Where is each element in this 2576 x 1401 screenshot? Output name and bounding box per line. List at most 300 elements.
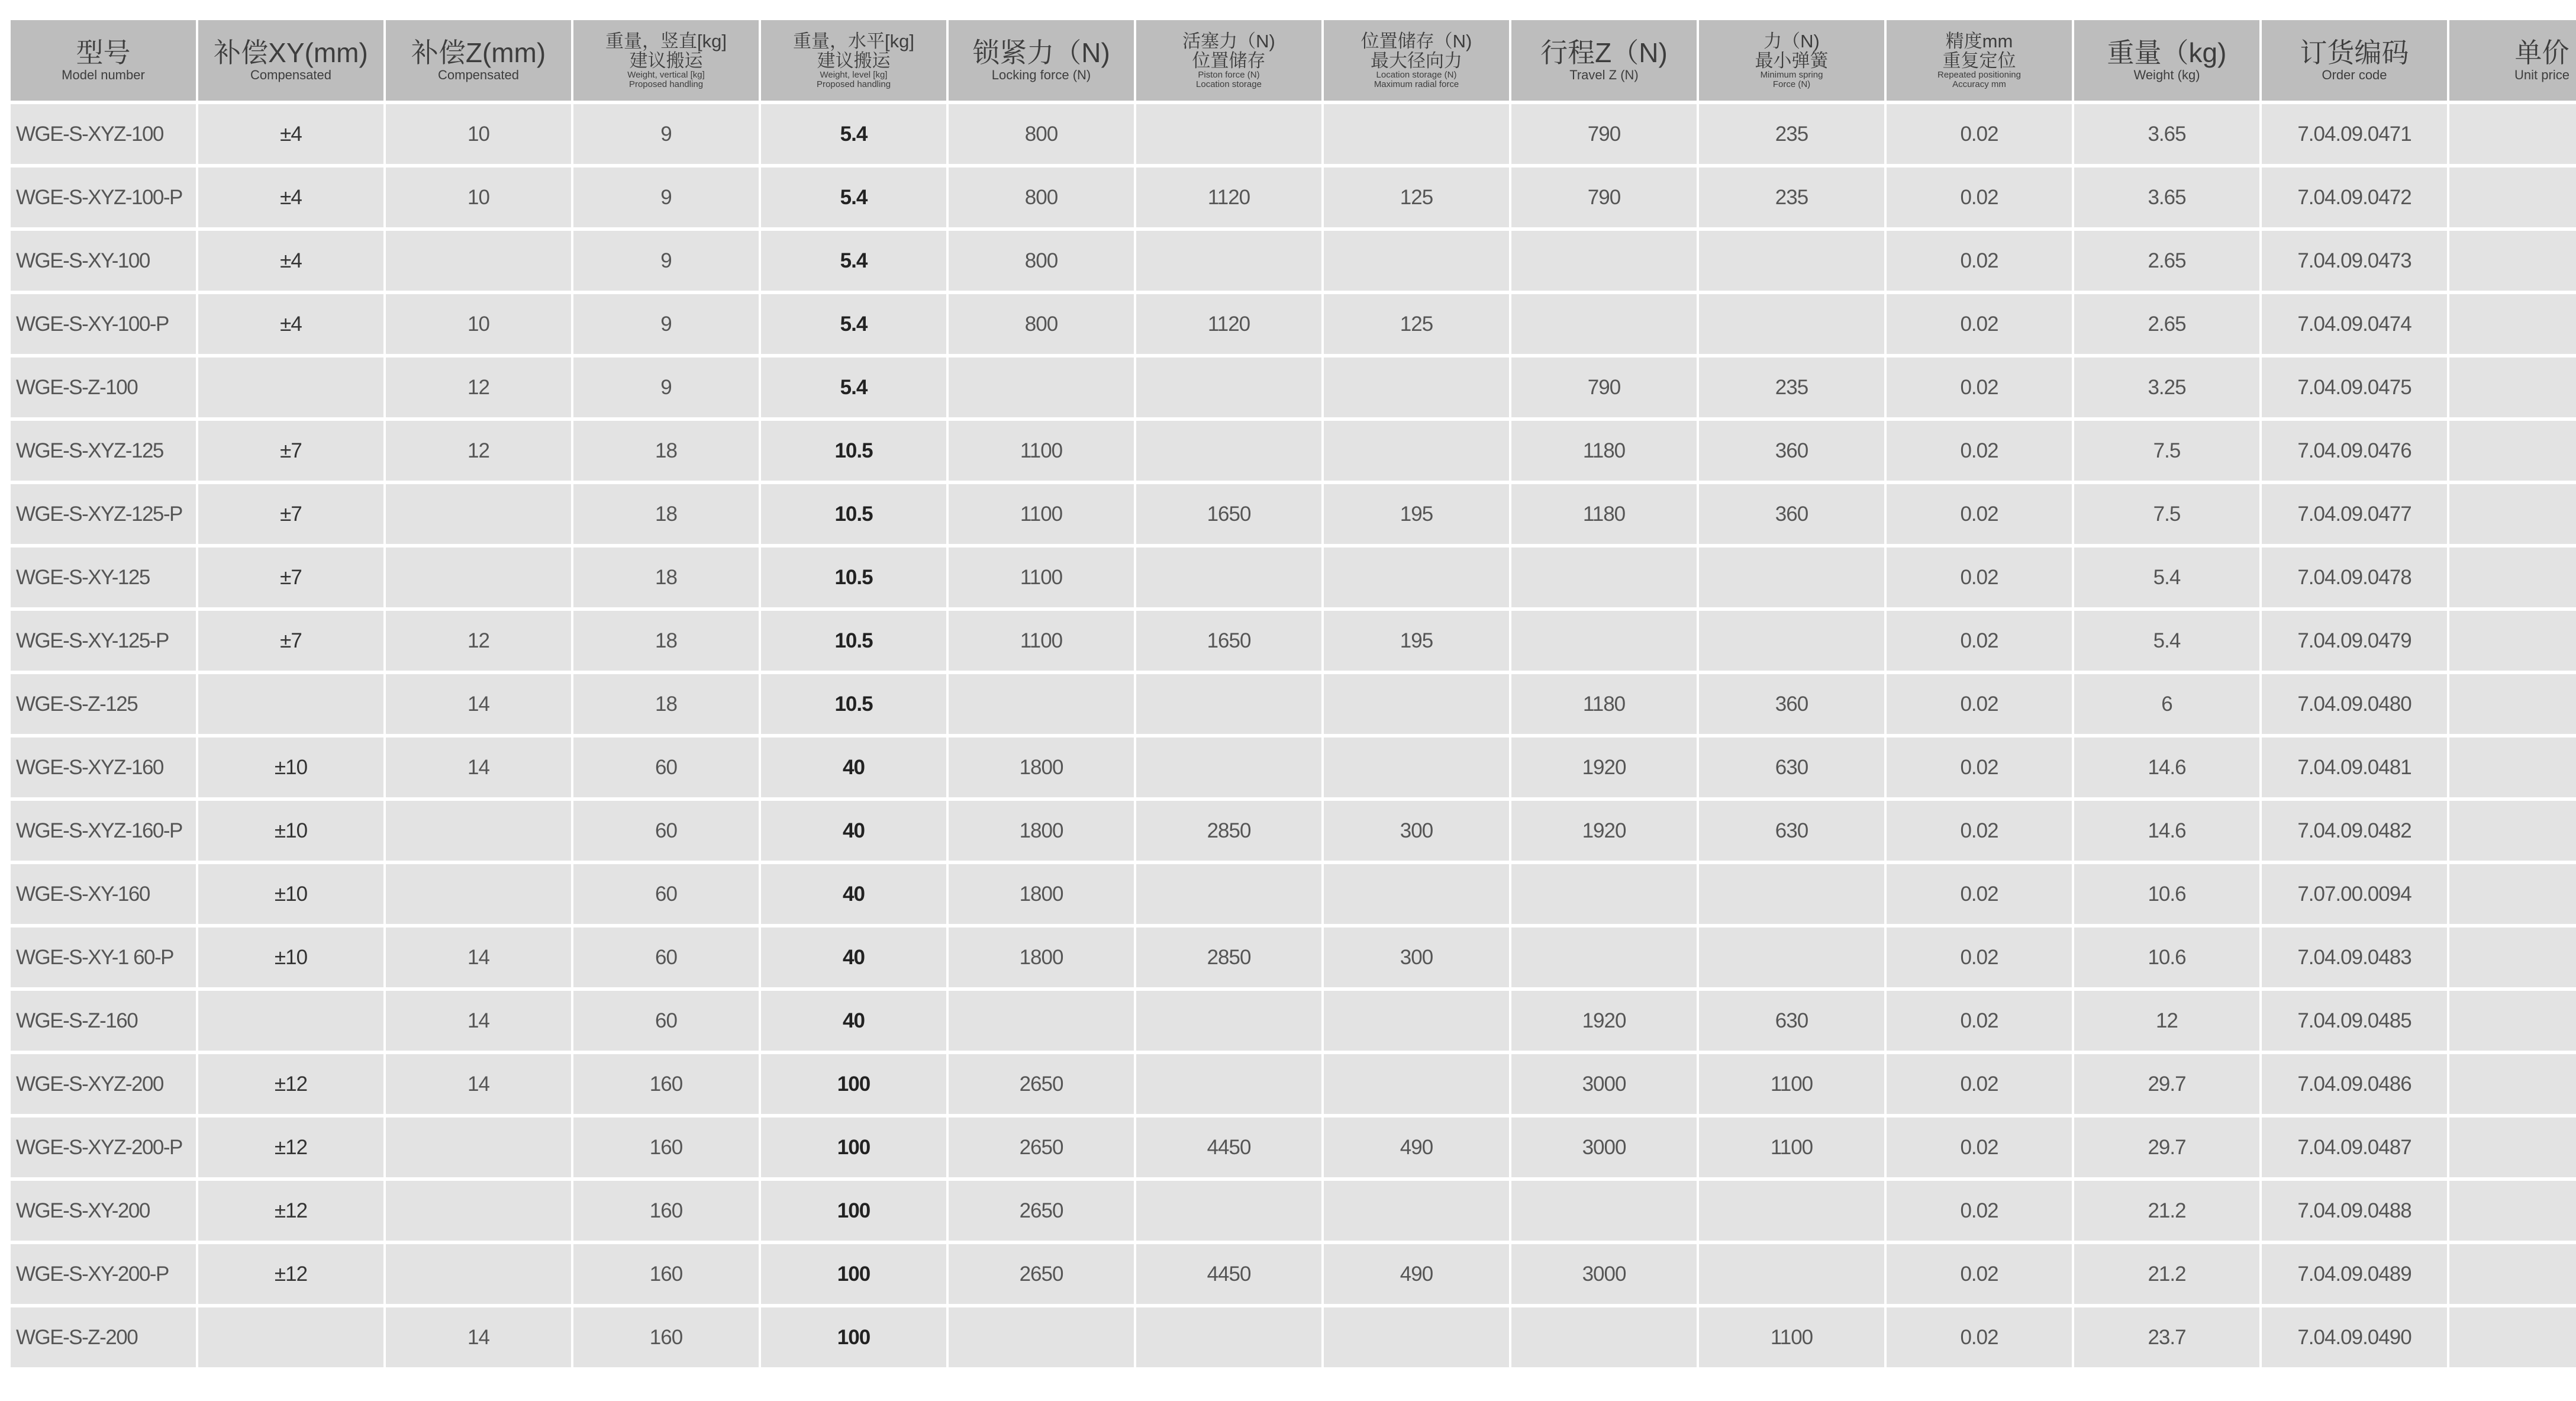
cell-model: WGE-S-XY-160 xyxy=(11,864,196,924)
cell-weight-level: 10.5 xyxy=(761,547,946,607)
cell-piston-force: 2850 xyxy=(1136,801,1321,861)
cell-weight: 5.4 xyxy=(2074,611,2259,671)
cell-weight: 3.65 xyxy=(2074,104,2259,164)
table-row xyxy=(11,674,2576,734)
cell-model: WGE-S-Z-125 xyxy=(11,674,196,734)
cell-piston-force: 4450 xyxy=(1136,1244,1321,1304)
column-header-locking-force-en: Locking force (N) xyxy=(991,67,1091,82)
cell-piston-force xyxy=(1136,1181,1321,1241)
cell-compensated-xy: ±7 xyxy=(198,421,383,481)
cell-compensated-z: 14 xyxy=(386,927,571,987)
cell-compensated-z: 14 xyxy=(386,674,571,734)
cell-weight-level: 5.4 xyxy=(761,358,946,417)
cell-locking-force: 2650 xyxy=(949,1181,1134,1241)
column-header-compensated-z-zh: 补偿Z(mm) xyxy=(411,37,546,68)
cell-model: WGE-S-XYZ-125-P xyxy=(11,484,196,544)
column-header-piston-force-zh1: 活塞力（N) xyxy=(1182,31,1275,51)
cell-weight-vertical: 60 xyxy=(573,864,759,924)
cell-model: WGE-S-Z-200 xyxy=(11,1307,196,1367)
cell-compensated-z: 12 xyxy=(386,611,571,671)
cell-order-code: 7.04.09.0488 xyxy=(2262,1181,2447,1241)
column-header-weight-level-en1: Weight, level [kg] xyxy=(820,70,888,80)
cell-weight: 5.4 xyxy=(2074,547,2259,607)
cell-compensated-z xyxy=(386,231,571,291)
cell-positioning-accuracy: 0.02 xyxy=(1887,421,2072,481)
table-row xyxy=(11,547,2576,607)
column-header-weight-en: Weight (kg) xyxy=(2133,67,2200,82)
cell-compensated-z xyxy=(386,1244,571,1304)
column-header-locking-force xyxy=(949,20,1134,101)
table-row xyxy=(11,1181,2576,1241)
cell-weight-vertical: 9 xyxy=(573,104,759,164)
cell-travel-z: 790 xyxy=(1511,168,1697,227)
cell-positioning-accuracy: 0.02 xyxy=(1887,358,2072,417)
cell-unit-price xyxy=(2449,864,2576,924)
cell-min-spring-force xyxy=(1699,294,1884,354)
cell-positioning-accuracy: 0.02 xyxy=(1887,231,2072,291)
cell-location-storage xyxy=(1324,1307,1509,1367)
cell-locking-force: 800 xyxy=(949,294,1134,354)
cell-travel-z: 1920 xyxy=(1511,801,1697,861)
cell-unit-price xyxy=(2449,547,2576,607)
cell-locking-force xyxy=(949,674,1134,734)
cell-weight-vertical: 18 xyxy=(573,611,759,671)
cell-model: WGE-S-XY-100 xyxy=(11,231,196,291)
table-row xyxy=(11,294,2576,354)
column-header-travel-z-en: Travel Z (N) xyxy=(1569,67,1639,82)
cell-positioning-accuracy: 0.02 xyxy=(1887,801,2072,861)
column-header-unit-price-en: Unit price xyxy=(2514,67,2569,82)
cell-piston-force: 4450 xyxy=(1136,1117,1321,1177)
cell-travel-z: 1180 xyxy=(1511,674,1697,734)
column-header-compensated-xy xyxy=(198,20,383,101)
cell-piston-force xyxy=(1136,674,1321,734)
column-header-location-storage-en1: Location storage (N) xyxy=(1376,70,1457,80)
cell-order-code: 7.04.09.0489 xyxy=(2262,1244,2447,1304)
cell-weight-level: 100 xyxy=(761,1244,946,1304)
table-row xyxy=(11,1244,2576,1304)
cell-min-spring-force: 1100 xyxy=(1699,1307,1884,1367)
table-body xyxy=(11,104,2576,1367)
column-header-weight-level-en2: Proposed handling xyxy=(816,79,891,89)
cell-travel-z xyxy=(1511,864,1697,924)
cell-order-code: 7.04.09.0481 xyxy=(2262,737,2447,797)
cell-compensated-z xyxy=(386,801,571,861)
cell-positioning-accuracy: 0.02 xyxy=(1887,104,2072,164)
table-row xyxy=(11,484,2576,544)
cell-piston-force xyxy=(1136,104,1321,164)
column-header-location-storage-zh1: 位置储存（N) xyxy=(1360,31,1472,51)
cell-compensated-xy: ±4 xyxy=(198,168,383,227)
cell-positioning-accuracy: 0.02 xyxy=(1887,1307,2072,1367)
cell-piston-force xyxy=(1136,358,1321,417)
cell-piston-force xyxy=(1136,991,1321,1051)
column-header-weight-level-zh1: 重量，水平[kg] xyxy=(793,31,914,51)
cell-weight-vertical: 9 xyxy=(573,168,759,227)
table-row xyxy=(11,358,2576,417)
cell-compensated-xy xyxy=(198,358,383,417)
table-row xyxy=(11,864,2576,924)
cell-weight-vertical: 9 xyxy=(573,231,759,291)
cell-min-spring-force xyxy=(1699,1244,1884,1304)
cell-unit-price xyxy=(2449,168,2576,227)
cell-weight-vertical: 18 xyxy=(573,484,759,544)
cell-compensated-z xyxy=(386,547,571,607)
cell-compensated-xy xyxy=(198,991,383,1051)
cell-unit-price xyxy=(2449,421,2576,481)
cell-compensated-xy: ±10 xyxy=(198,864,383,924)
cell-model: WGE-S-XY-100-P xyxy=(11,294,196,354)
cell-travel-z: 1920 xyxy=(1511,737,1697,797)
column-header-min-spring-force-zh1: 力（N) xyxy=(1763,31,1820,51)
column-header-travel-z xyxy=(1511,20,1697,101)
cell-positioning-accuracy: 0.02 xyxy=(1887,991,2072,1051)
cell-order-code: 7.07.00.0094 xyxy=(2262,864,2447,924)
cell-travel-z: 3000 xyxy=(1511,1054,1697,1114)
cell-min-spring-force: 235 xyxy=(1699,358,1884,417)
cell-weight: 7.5 xyxy=(2074,421,2259,481)
cell-unit-price xyxy=(2449,801,2576,861)
cell-weight-level: 5.4 xyxy=(761,231,946,291)
cell-location-storage xyxy=(1324,991,1509,1051)
cell-weight-vertical: 160 xyxy=(573,1244,759,1304)
cell-piston-force xyxy=(1136,421,1321,481)
cell-travel-z: 790 xyxy=(1511,358,1697,417)
cell-order-code: 7.04.09.0482 xyxy=(2262,801,2447,861)
cell-unit-price xyxy=(2449,358,2576,417)
cell-compensated-z xyxy=(386,484,571,544)
cell-location-storage xyxy=(1324,674,1509,734)
cell-weight-vertical: 60 xyxy=(573,927,759,987)
cell-weight: 3.65 xyxy=(2074,168,2259,227)
cell-order-code: 7.04.09.0486 xyxy=(2262,1054,2447,1114)
cell-unit-price xyxy=(2449,1307,2576,1367)
column-header-positioning-accuracy xyxy=(1887,20,2072,101)
column-header-weight-level xyxy=(761,20,946,101)
column-header-compensated-xy-en: Compensated xyxy=(250,67,331,82)
column-header-min-spring-force-en1: Minimum spring xyxy=(1760,70,1823,80)
cell-weight: 21.2 xyxy=(2074,1244,2259,1304)
column-header-compensated-xy-zh: 补偿XY(mm) xyxy=(214,37,368,68)
cell-model: WGE-S-XY-200 xyxy=(11,1181,196,1241)
cell-locking-force xyxy=(949,358,1134,417)
column-header-weight-vertical xyxy=(573,20,759,101)
cell-order-code: 7.04.09.0474 xyxy=(2262,294,2447,354)
cell-weight-level: 100 xyxy=(761,1117,946,1177)
cell-min-spring-force xyxy=(1699,864,1884,924)
cell-positioning-accuracy: 0.02 xyxy=(1887,611,2072,671)
column-header-weight-vertical-zh1: 重量，竖直[kg] xyxy=(605,31,727,51)
cell-locking-force: 1800 xyxy=(949,737,1134,797)
cell-compensated-z: 14 xyxy=(386,1307,571,1367)
cell-weight: 14.6 xyxy=(2074,737,2259,797)
cell-unit-price xyxy=(2449,1181,2576,1241)
column-header-weight-level-zh2: 建议搬运 xyxy=(817,50,891,71)
cell-order-code: 7.04.09.0478 xyxy=(2262,547,2447,607)
cell-weight-level: 40 xyxy=(761,927,946,987)
column-header-weight-vertical-zh2: 建议搬运 xyxy=(629,50,703,71)
cell-locking-force: 800 xyxy=(949,168,1134,227)
cell-order-code: 7.04.09.0487 xyxy=(2262,1117,2447,1177)
cell-location-storage: 195 xyxy=(1324,484,1509,544)
column-header-weight-zh: 重量（kg) xyxy=(2107,37,2227,68)
cell-compensated-xy: ±10 xyxy=(198,927,383,987)
cell-piston-force: 1120 xyxy=(1136,168,1321,227)
column-header-compensated-z-en: Compensated xyxy=(438,67,519,82)
cell-weight: 3.25 xyxy=(2074,358,2259,417)
cell-positioning-accuracy: 0.02 xyxy=(1887,1244,2072,1304)
cell-model: WGE-S-Z-100 xyxy=(11,358,196,417)
cell-piston-force: 1650 xyxy=(1136,611,1321,671)
cell-locking-force: 800 xyxy=(949,231,1134,291)
cell-model: WGE-S-XYZ-200 xyxy=(11,1054,196,1114)
cell-piston-force: 1120 xyxy=(1136,294,1321,354)
column-header-min-spring-force xyxy=(1699,20,1884,101)
cell-min-spring-force: 360 xyxy=(1699,674,1884,734)
cell-unit-price xyxy=(2449,294,2576,354)
column-header-min-spring-force-en2: Force (N) xyxy=(1772,79,1811,89)
column-header-model-zh: 型号 xyxy=(76,37,131,68)
cell-order-code: 7.04.09.0475 xyxy=(2262,358,2447,417)
cell-location-storage xyxy=(1324,547,1509,607)
table-row xyxy=(11,737,2576,797)
table-row xyxy=(11,801,2576,861)
cell-compensated-xy: ±7 xyxy=(198,611,383,671)
cell-weight-level: 40 xyxy=(761,864,946,924)
cell-piston-force xyxy=(1136,737,1321,797)
cell-min-spring-force xyxy=(1699,611,1884,671)
cell-compensated-xy: ±4 xyxy=(198,294,383,354)
cell-order-code: 7.04.09.0476 xyxy=(2262,421,2447,481)
cell-weight: 10.6 xyxy=(2074,927,2259,987)
cell-positioning-accuracy: 0.02 xyxy=(1887,1054,2072,1114)
cell-compensated-xy xyxy=(198,1307,383,1367)
table-header xyxy=(11,20,2576,101)
cell-compensated-z: 14 xyxy=(386,1054,571,1114)
cell-weight-vertical: 9 xyxy=(573,294,759,354)
cell-travel-z xyxy=(1511,547,1697,607)
cell-piston-force xyxy=(1136,1307,1321,1367)
cell-compensated-z xyxy=(386,1117,571,1177)
column-header-unit-price-zh: 单价 xyxy=(2514,37,2569,68)
cell-positioning-accuracy: 0.02 xyxy=(1887,1181,2072,1241)
cell-model: WGE-S-Z-160 xyxy=(11,991,196,1051)
cell-location-storage: 300 xyxy=(1324,801,1509,861)
cell-weight-vertical: 60 xyxy=(573,991,759,1051)
cell-min-spring-force: 1100 xyxy=(1699,1054,1884,1114)
cell-location-storage xyxy=(1324,1054,1509,1114)
cell-location-storage: 490 xyxy=(1324,1244,1509,1304)
cell-compensated-z: 10 xyxy=(386,168,571,227)
cell-travel-z xyxy=(1511,1307,1697,1367)
cell-travel-z: 790 xyxy=(1511,104,1697,164)
cell-weight: 10.6 xyxy=(2074,864,2259,924)
column-header-positioning-accuracy-en2: Accuracy mm xyxy=(1952,79,2006,89)
cell-weight: 2.65 xyxy=(2074,294,2259,354)
cell-compensated-z: 12 xyxy=(386,421,571,481)
cell-weight: 12 xyxy=(2074,991,2259,1051)
column-header-model-en: Model number xyxy=(62,67,145,82)
cell-order-code: 7.04.09.0477 xyxy=(2262,484,2447,544)
cell-unit-price xyxy=(2449,484,2576,544)
cell-weight: 7.5 xyxy=(2074,484,2259,544)
cell-travel-z: 1920 xyxy=(1511,991,1697,1051)
cell-unit-price xyxy=(2449,927,2576,987)
cell-unit-price xyxy=(2449,231,2576,291)
cell-model: WGE-S-XYZ-160 xyxy=(11,737,196,797)
column-header-compensated-z xyxy=(386,20,571,101)
cell-piston-force xyxy=(1136,1054,1321,1114)
cell-location-storage xyxy=(1324,1181,1509,1241)
column-header-order-code xyxy=(2262,20,2447,101)
cell-order-code: 7.04.09.0473 xyxy=(2262,231,2447,291)
cell-weight-vertical: 160 xyxy=(573,1117,759,1177)
cell-model: WGE-S-XY-125-P xyxy=(11,611,196,671)
cell-weight-vertical: 160 xyxy=(573,1054,759,1114)
column-header-locking-force-zh: 锁紧力（N) xyxy=(972,37,1110,68)
column-header-piston-force-en1: Piston force (N) xyxy=(1198,70,1260,80)
table-row xyxy=(11,611,2576,671)
cell-travel-z xyxy=(1511,611,1697,671)
column-header-order-code-zh: 订货编码 xyxy=(2300,37,2409,68)
cell-locking-force xyxy=(949,991,1134,1051)
column-header-location-storage-zh2: 最大径向力 xyxy=(1371,50,1462,71)
cell-positioning-accuracy: 0.02 xyxy=(1887,294,2072,354)
cell-travel-z: 3000 xyxy=(1511,1117,1697,1177)
cell-weight-level: 100 xyxy=(761,1181,946,1241)
cell-weight-level: 5.4 xyxy=(761,294,946,354)
cell-locking-force: 1800 xyxy=(949,927,1134,987)
cell-location-storage: 125 xyxy=(1324,294,1509,354)
cell-location-storage: 195 xyxy=(1324,611,1509,671)
cell-weight-vertical: 60 xyxy=(573,801,759,861)
cell-unit-price xyxy=(2449,1054,2576,1114)
cell-location-storage xyxy=(1324,737,1509,797)
cell-locking-force: 800 xyxy=(949,104,1134,164)
cell-travel-z xyxy=(1511,294,1697,354)
cell-compensated-xy: ±4 xyxy=(198,231,383,291)
cell-location-storage xyxy=(1324,864,1509,924)
table-row xyxy=(11,421,2576,481)
cell-weight-vertical: 9 xyxy=(573,358,759,417)
column-header-piston-force xyxy=(1136,20,1321,101)
cell-compensated-xy xyxy=(198,674,383,734)
cell-compensated-z: 10 xyxy=(386,104,571,164)
cell-weight-level: 10.5 xyxy=(761,484,946,544)
cell-unit-price xyxy=(2449,991,2576,1051)
cell-weight-vertical: 160 xyxy=(573,1181,759,1241)
cell-piston-force xyxy=(1136,864,1321,924)
cell-model: WGE-S-XY-200-P xyxy=(11,1244,196,1304)
cell-compensated-z: 14 xyxy=(386,737,571,797)
column-header-piston-force-en2: Location storage xyxy=(1196,79,1262,89)
cell-unit-price xyxy=(2449,674,2576,734)
cell-order-code: 7.04.09.0479 xyxy=(2262,611,2447,671)
cell-order-code: 7.04.09.0483 xyxy=(2262,927,2447,987)
cell-min-spring-force xyxy=(1699,927,1884,987)
cell-location-storage xyxy=(1324,104,1509,164)
cell-compensated-xy: ±12 xyxy=(198,1244,383,1304)
cell-min-spring-force xyxy=(1699,547,1884,607)
column-header-model xyxy=(11,20,196,101)
cell-order-code: 7.04.09.0471 xyxy=(2262,104,2447,164)
column-header-location-storage-en2: Maximum radial force xyxy=(1374,79,1459,89)
cell-positioning-accuracy: 0.02 xyxy=(1887,674,2072,734)
cell-model: WGE-S-XYZ-160-P xyxy=(11,801,196,861)
cell-unit-price xyxy=(2449,1244,2576,1304)
cell-weight: 29.7 xyxy=(2074,1054,2259,1114)
cell-order-code: 7.04.09.0485 xyxy=(2262,991,2447,1051)
column-header-positioning-accuracy-en1: Repeated positioning xyxy=(1937,70,2021,80)
cell-locking-force xyxy=(949,1307,1134,1367)
cell-compensated-z: 10 xyxy=(386,294,571,354)
cell-min-spring-force xyxy=(1699,1181,1884,1241)
cell-travel-z xyxy=(1511,231,1697,291)
cell-locking-force: 2650 xyxy=(949,1117,1134,1177)
cell-order-code: 7.04.09.0490 xyxy=(2262,1307,2447,1367)
cell-compensated-xy: ±7 xyxy=(198,547,383,607)
cell-piston-force: 2850 xyxy=(1136,927,1321,987)
cell-model: WGE-S-XYZ-100-P xyxy=(11,168,196,227)
table-row xyxy=(11,1117,2576,1177)
column-header-location-storage xyxy=(1324,20,1509,101)
cell-weight-level: 100 xyxy=(761,1054,946,1114)
cell-model: WGE-S-XYZ-100 xyxy=(11,104,196,164)
column-header-unit-price xyxy=(2449,20,2576,101)
cell-locking-force: 2650 xyxy=(949,1054,1134,1114)
cell-compensated-xy: ±12 xyxy=(198,1054,383,1114)
cell-unit-price xyxy=(2449,737,2576,797)
cell-piston-force: 1650 xyxy=(1136,484,1321,544)
cell-positioning-accuracy: 0.02 xyxy=(1887,484,2072,544)
cell-location-storage: 125 xyxy=(1324,168,1509,227)
cell-location-storage: 300 xyxy=(1324,927,1509,987)
cell-travel-z xyxy=(1511,927,1697,987)
cell-locking-force: 1800 xyxy=(949,864,1134,924)
cell-unit-price xyxy=(2449,1117,2576,1177)
spec-table xyxy=(8,17,2576,1371)
cell-compensated-z xyxy=(386,1181,571,1241)
column-header-order-code-en: Order code xyxy=(2322,67,2387,82)
table-row xyxy=(11,991,2576,1051)
cell-model: WGE-S-XY-1 60-P xyxy=(11,927,196,987)
column-header-weight xyxy=(2074,20,2259,101)
cell-positioning-accuracy: 0.02 xyxy=(1887,927,2072,987)
cell-order-code: 7.04.09.0472 xyxy=(2262,168,2447,227)
cell-weight: 2.65 xyxy=(2074,231,2259,291)
cell-locking-force: 1100 xyxy=(949,484,1134,544)
cell-compensated-z: 12 xyxy=(386,358,571,417)
cell-weight: 6 xyxy=(2074,674,2259,734)
cell-order-code: 7.04.09.0480 xyxy=(2262,674,2447,734)
cell-weight-level: 40 xyxy=(761,801,946,861)
cell-positioning-accuracy: 0.02 xyxy=(1887,864,2072,924)
cell-weight-level: 5.4 xyxy=(761,104,946,164)
cell-min-spring-force: 360 xyxy=(1699,484,1884,544)
cell-model: WGE-S-XYZ-125 xyxy=(11,421,196,481)
cell-weight-level: 5.4 xyxy=(761,168,946,227)
cell-compensated-z xyxy=(386,864,571,924)
cell-unit-price xyxy=(2449,611,2576,671)
table-row xyxy=(11,927,2576,987)
cell-compensated-xy: ±7 xyxy=(198,484,383,544)
table-row xyxy=(11,1307,2576,1367)
cell-locking-force: 1100 xyxy=(949,611,1134,671)
cell-locking-force: 1100 xyxy=(949,547,1134,607)
table-row xyxy=(11,168,2576,227)
cell-compensated-z: 14 xyxy=(386,991,571,1051)
cell-weight-level: 100 xyxy=(761,1307,946,1367)
